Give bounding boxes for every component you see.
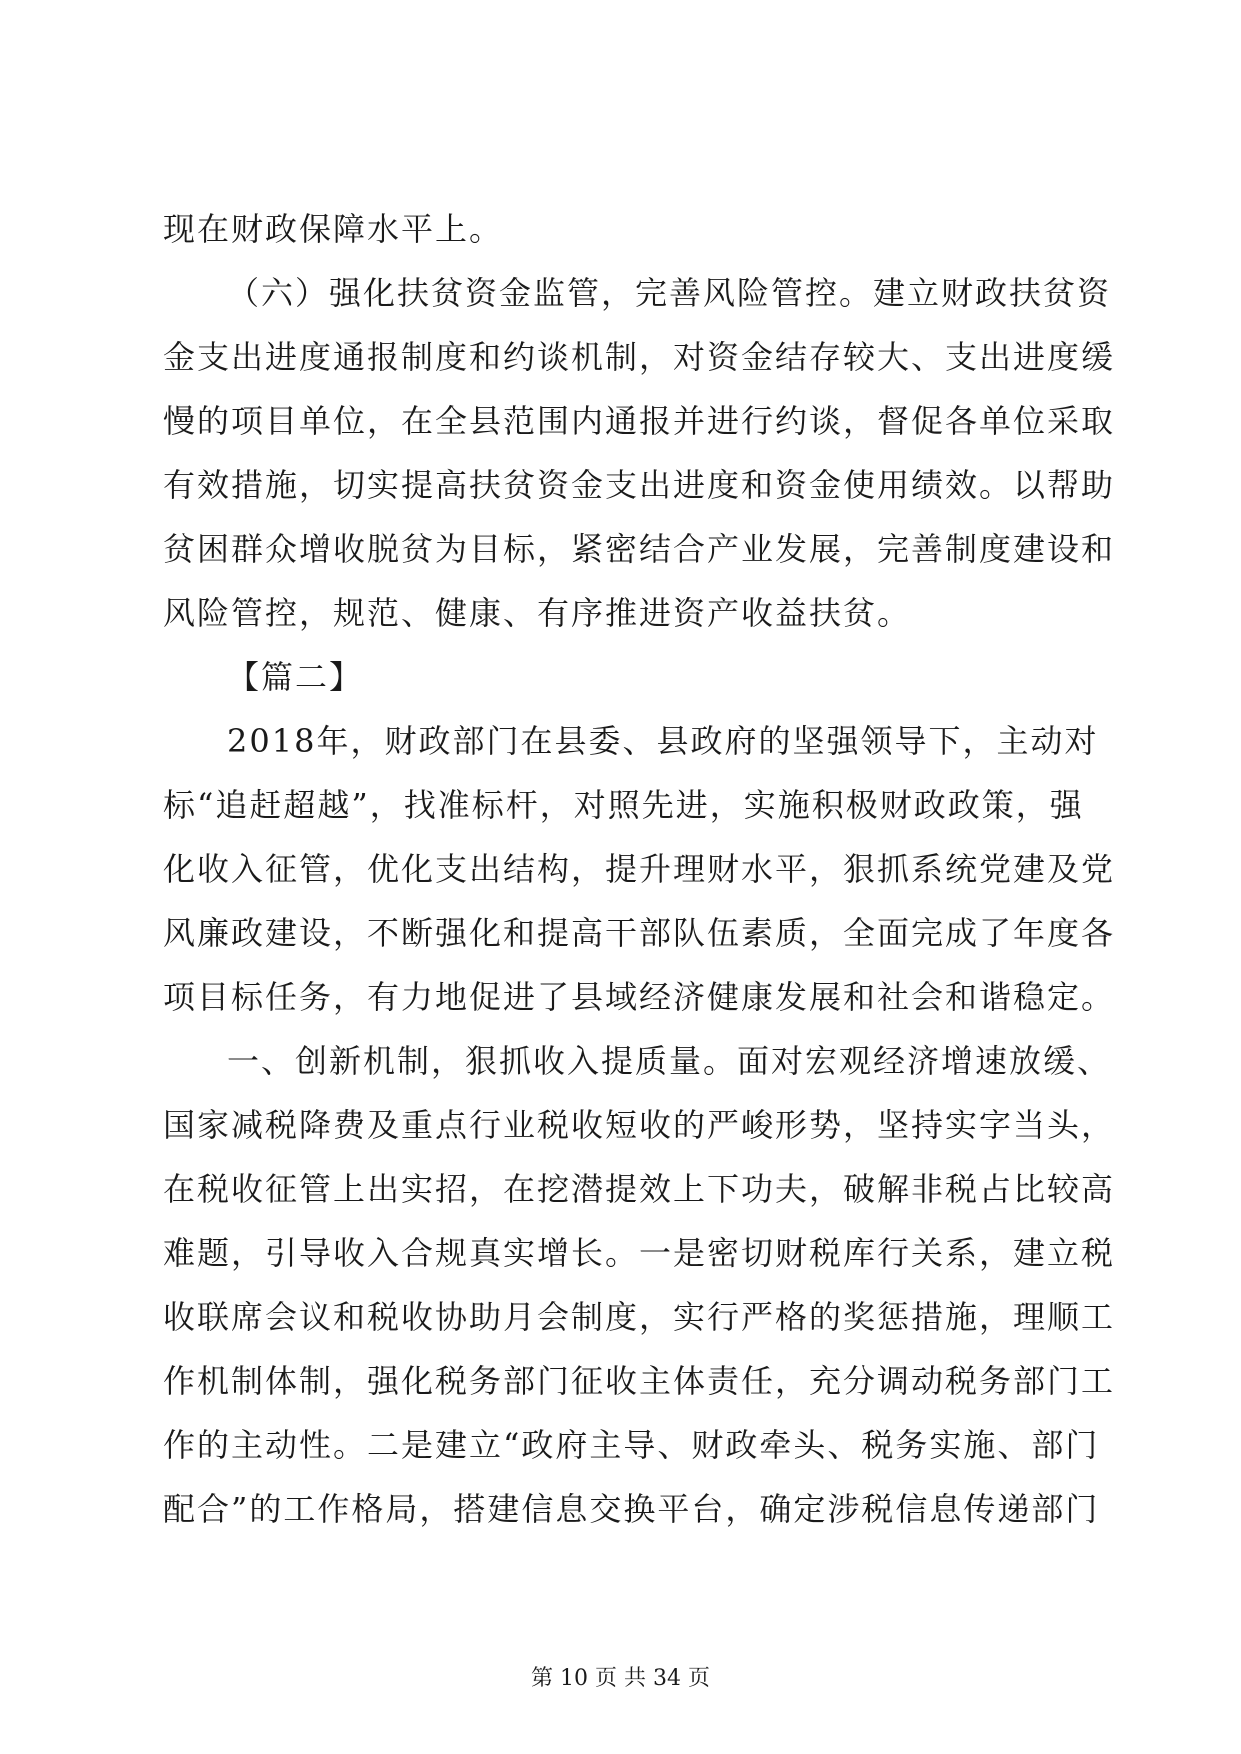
text-line: 标“追赶超越”，找准标杆，对照先进，实施积极财政政策，强 — [163, 786, 1084, 824]
text-line: 国家减税降费及重点行业税收短收的严峻形势，坚持实字当头， — [163, 1106, 1116, 1144]
text-line: 慢的项目单位，在全县范围内通报并进行约谈，督促各单位采取 — [163, 402, 1116, 440]
text-line: 化收入征管，优化支出结构，提升理财水平，狠抓系统党建及党 — [163, 850, 1116, 888]
text-line: 风险管控，规范、健康、有序推进资产收益扶贫。 — [163, 594, 912, 632]
text-line: 风廉政建设，不断强化和提高干部队伍素质，全面完成了年度各 — [163, 914, 1116, 952]
section-heading: 【篇二】 — [227, 658, 364, 696]
text-line: 现在财政保障水平上。 — [163, 210, 504, 248]
page-number-footer: 第 10 页 共 34 页 — [531, 1666, 710, 1691]
text-line: 作的主动性。二是建立“政府主导、财政牵头、税务实施、部门 — [163, 1426, 1100, 1464]
text-line: 有效措施，切实提高扶贫资金支出进度和资金使用绩效。以帮助 — [163, 466, 1116, 504]
text-line: 金支出进度通报制度和约谈机制，对资金结存较大、支出进度缓 — [163, 338, 1116, 376]
text-line: 收联席会议和税收协助月会制度，实行严格的奖惩措施，理顺工 — [163, 1298, 1116, 1336]
text-line: 一、创新机制，狠抓收入提质量。面对宏观经济增速放缓、 — [227, 1042, 1112, 1080]
text-line: 难题，引导收入合规真实增长。一是密切财税库行关系，建立税 — [163, 1234, 1116, 1272]
text-line: 2018年，财政部门在县委、县政府的坚强领导下，主动对 — [227, 722, 1099, 760]
text-line: 作机制体制，强化税务部门征收主体责任，充分调动税务部门工 — [163, 1362, 1116, 1400]
text-line: 项目标任务，有力地促进了县域经济健康发展和社会和谐稳定。 — [163, 978, 1116, 1016]
text-line: 配合”的工作格局，搭建信息交换平台，确定涉税信息传递部门 — [163, 1490, 1100, 1528]
text-line: （六）强化扶贫资金监管，完善风险管控。建立财政扶贫资 — [227, 274, 1112, 312]
text-line: 贫困群众增收脱贫为目标，紧密结合产业发展，完善制度建设和 — [163, 530, 1116, 568]
text-line: 在税收征管上出实招，在挖潜提效上下功夫，破解非税占比较高 — [163, 1170, 1116, 1208]
